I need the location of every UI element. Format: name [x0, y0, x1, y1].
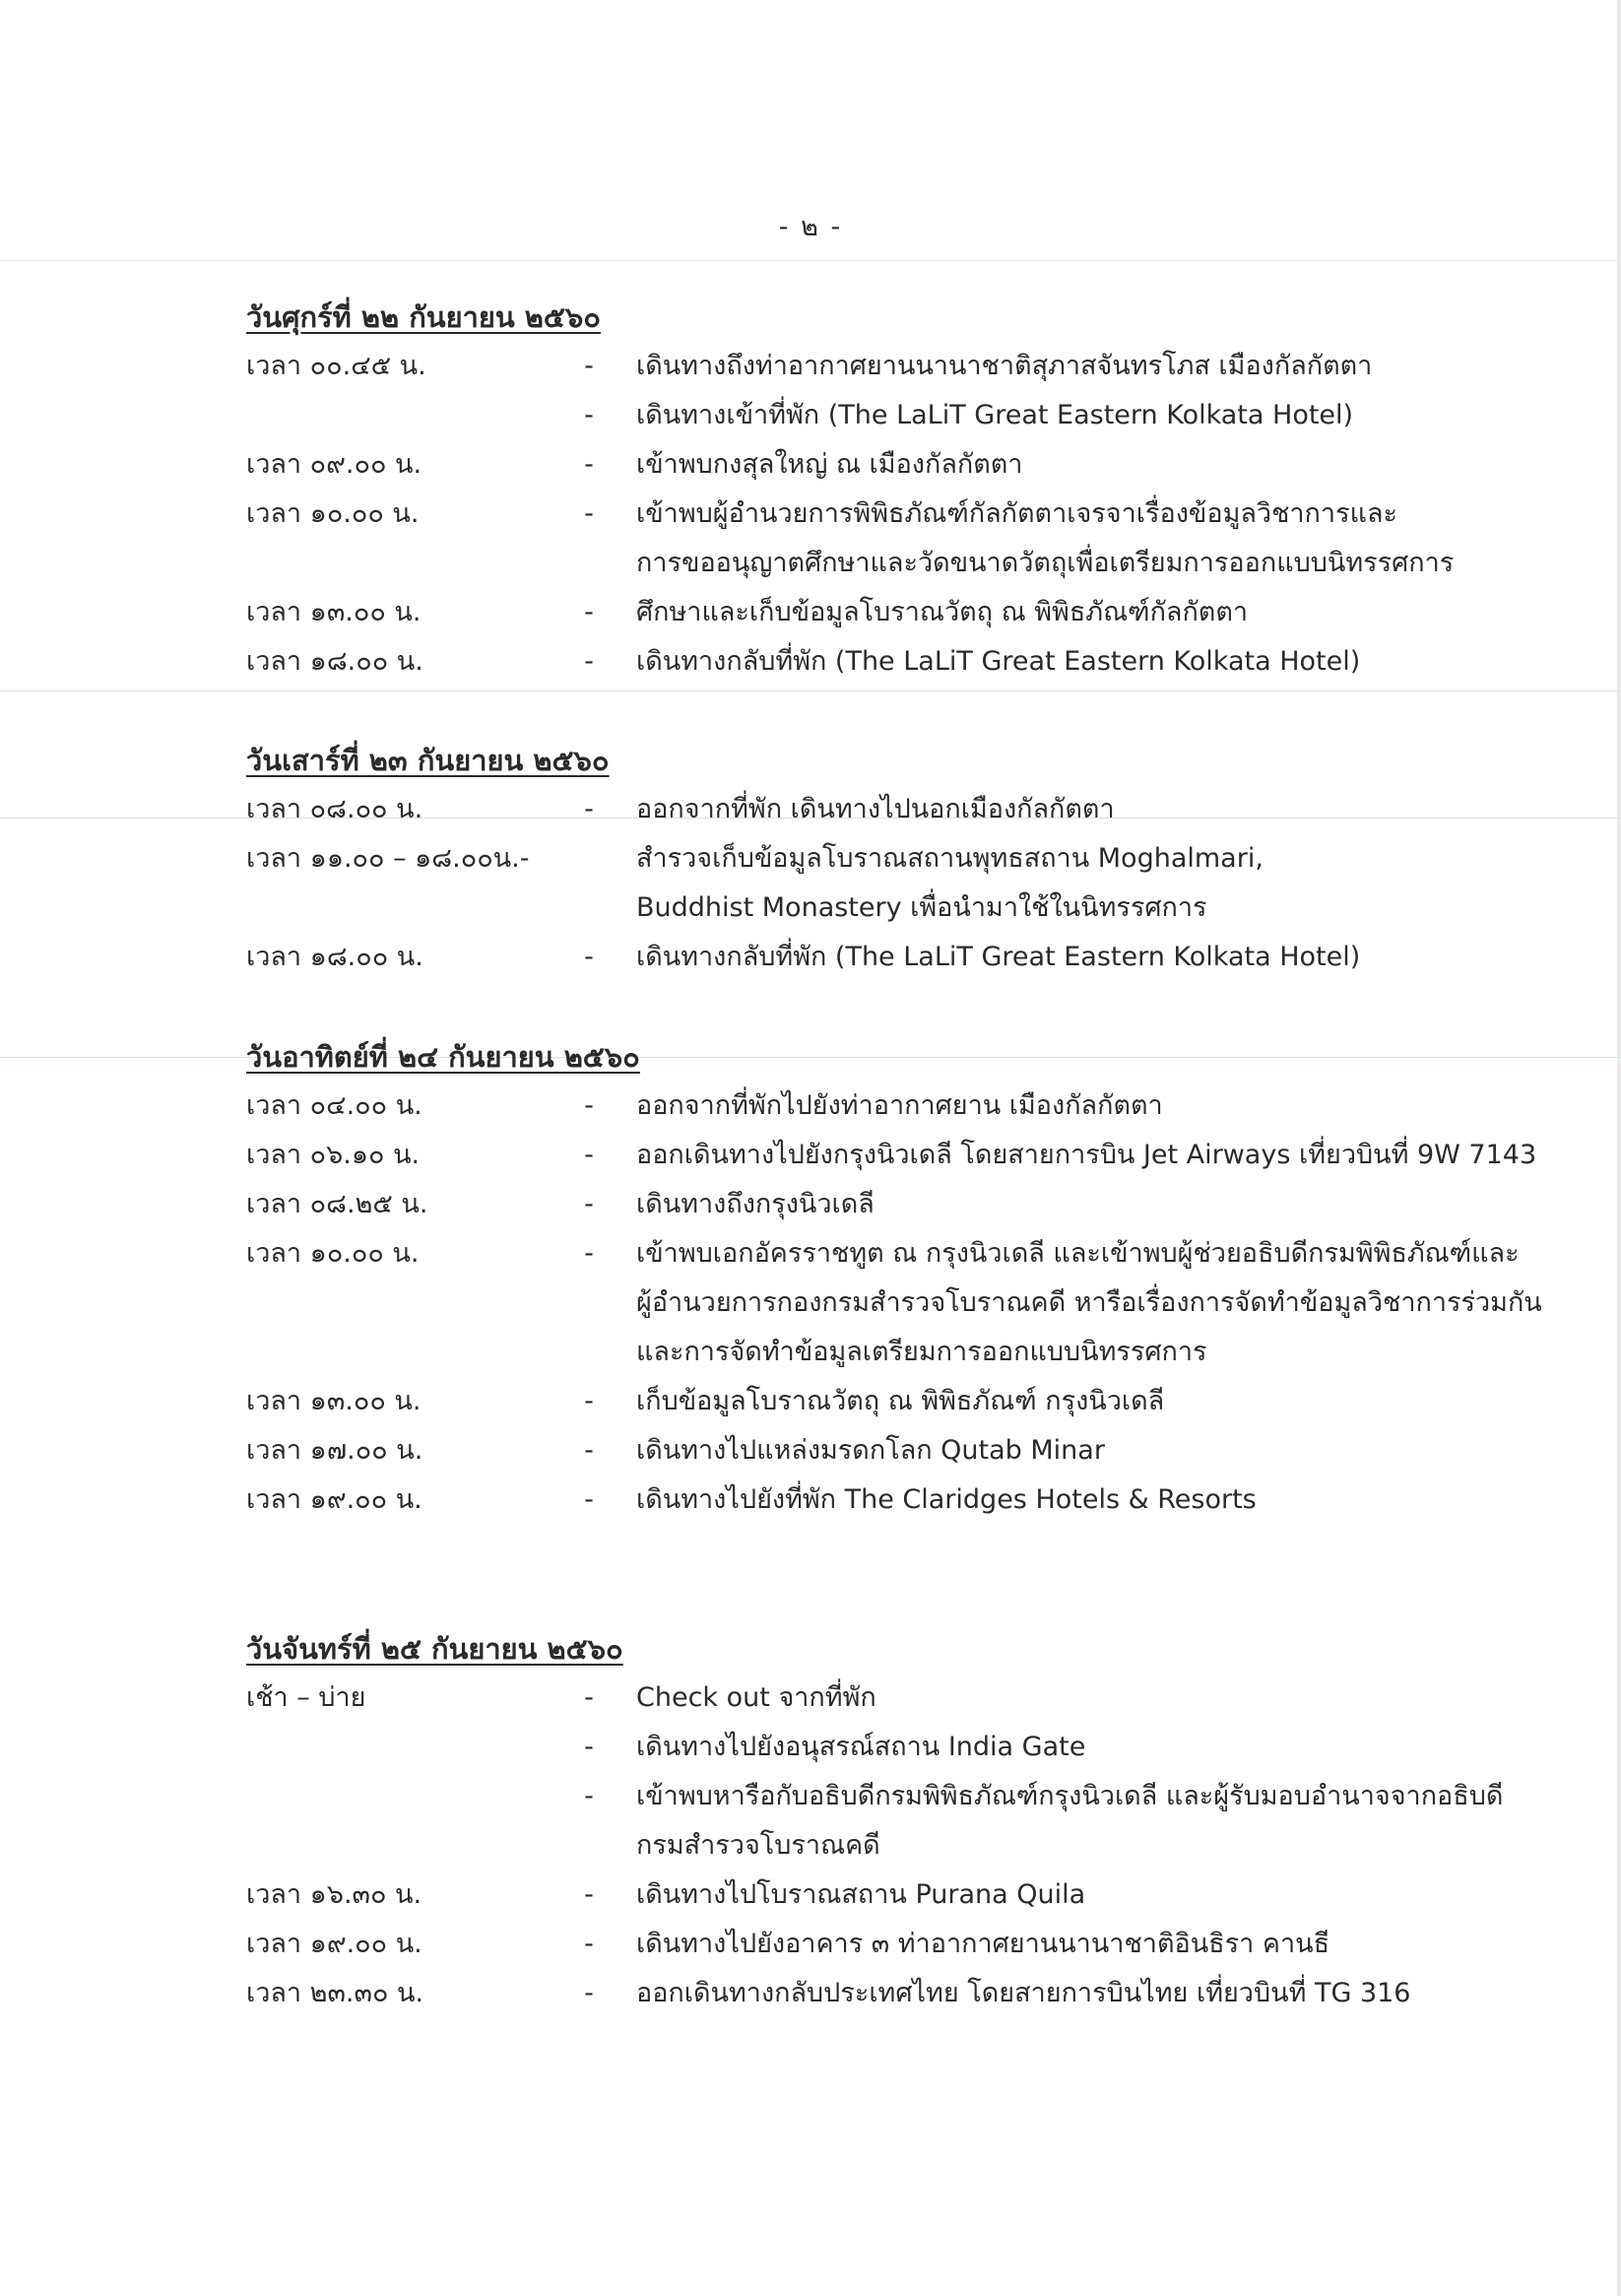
activity-line: เข้าพบเอกอัครราชทูต ณ กรุงนิวเดลี และเข้าพบผู้ช่วยอธิบดีกรมพิพิธภัณฑ์และ	[636, 1238, 1520, 1269]
schedule-dash: -	[584, 1140, 594, 1170]
schedule-activity	[636, 834, 1556, 933]
schedule-activity	[636, 1131, 1556, 1180]
schedule-dash: -	[584, 1090, 594, 1121]
schedule-dash: -	[584, 1978, 594, 2008]
schedule-activity	[636, 637, 1556, 687]
activity-line: การขออนุญาตศึกษาและวัดขนาดวัตถุเพื่อเตรียมการออกแบบนิทรรศการ	[636, 548, 1455, 578]
schedule-time: เวลา ๑๑.๐๐ – ๑๘.๐๐น.-	[246, 843, 530, 874]
schedule-rows	[246, 1673, 1556, 2018]
schedule-row	[246, 1920, 1556, 1969]
activity-line: เดินทางเข้าที่พัก (The LaLiT Great Eastern Kolkata Hotel)	[636, 400, 1354, 430]
schedule-row	[246, 1673, 1556, 1723]
schedule-dash: -	[584, 1189, 594, 1219]
schedule-time: เวลา ๐๖.๑๐ น.	[246, 1140, 421, 1170]
schedule-time: เวลา ๑๓.๐๐ น.	[246, 597, 421, 627]
schedule-dash: -	[584, 646, 594, 677]
schedule-dash: -	[584, 942, 594, 972]
activity-line: เข้าพบผู้อำนวยการพิพิธภัณฑ์กัลกัตตาเจรจาเรื่องข้อมูลวิชาการและ	[636, 498, 1398, 529]
schedule-activity	[636, 1180, 1556, 1229]
schedule-dash: -	[584, 400, 594, 430]
schedule-activity	[636, 785, 1556, 834]
activity-line: Buddhist Monastery เพื่อนำมาใช้ในนิทรรศการ	[636, 892, 1207, 923]
activity-line: เดินทางไปยังที่พัก The Claridges Hotels & Resorts	[636, 1484, 1257, 1515]
schedule-dash: -	[584, 1781, 594, 1811]
schedule-activity	[636, 933, 1556, 982]
activity-line: เดินทางกลับที่พัก (The LaLiT Great Eastern Kolkata Hotel)	[636, 646, 1361, 677]
schedule-dash: -	[584, 1386, 594, 1416]
schedule-time	[246, 391, 542, 440]
schedule-row	[246, 1229, 1556, 1377]
activity-line: เดินทางกลับที่พัก (The LaLiT Great Eastern Kolkata Hotel)	[636, 942, 1361, 972]
day-heading: วันเสาร์ที่ ๒๓ กันยายน ๒๕๖๐	[246, 744, 610, 777]
schedule-time: เวลา ๑๙.๐๐ น.	[246, 1484, 422, 1515]
day-section-saturday	[246, 736, 1556, 982]
schedule-time: เวลา ๑๐.๐๐ น.	[246, 498, 420, 529]
day-heading: วันศุกร์ที่ ๒๒ กันยายน ๒๕๖๐	[246, 300, 601, 334]
schedule-time: เวลา ๐๐.๔๕ น.	[246, 351, 426, 381]
schedule-dash: -	[584, 1435, 594, 1466]
page-edge	[1617, 0, 1621, 2296]
schedule-dash: -	[584, 1238, 594, 1269]
schedule-dash: -	[584, 597, 594, 627]
day-section-friday	[246, 293, 1556, 687]
schedule-activity	[636, 1969, 1556, 2018]
schedule-row	[246, 391, 1556, 440]
schedule-row	[246, 785, 1556, 834]
schedule-rows	[246, 785, 1556, 982]
schedule-time: เวลา ๒๓.๓๐ น.	[246, 1978, 424, 2008]
activity-line: เดินทางไปแหล่งมรดกโลก Qutab Minar	[636, 1435, 1105, 1466]
schedule-dash	[542, 834, 636, 933]
activity-line: เข้าพบกงสุลใหญ่ ณ เมืองกัลกัตตา	[636, 449, 1023, 480]
schedule-time: เช้า – บ่าย	[246, 1682, 366, 1713]
schedule-activity	[636, 1377, 1556, 1426]
schedule-time: เวลา ๐๘.๐๐ น.	[246, 794, 423, 824]
activity-line: กรมสำรวจโบราณคดี	[636, 1830, 880, 1861]
day-heading: วันอาทิตย์ที่ ๒๔ กันยายน ๒๕๖๐	[246, 1040, 640, 1074]
schedule-dash: -	[584, 449, 594, 480]
schedule-time: เวลา ๐๔.๐๐ น.	[246, 1090, 422, 1121]
activity-line: ออกเดินทางกลับประเทศไทย โดยสายการบินไทย เที่ยวบินที่ TG 316	[636, 1978, 1411, 2008]
schedule-row	[246, 342, 1556, 391]
schedule-row	[246, 490, 1556, 588]
schedule-activity	[636, 1673, 1556, 1723]
activity-line: ออกจากที่พัก เดินทางไปนอกเมืองกัลกัตตา	[636, 794, 1115, 824]
scan-line	[0, 690, 1621, 691]
schedule-time: เวลา ๐๙.๐๐ น.	[246, 449, 422, 480]
scan-line	[0, 260, 1621, 261]
activity-line: เดินทางถึงท่าอากาศยานนานาชาติสุภาสจันทรโภส เมืองกัลกัตตา	[636, 351, 1373, 381]
schedule-activity	[636, 490, 1556, 588]
schedule-activity	[636, 1920, 1556, 1969]
schedule-activity	[636, 1772, 1556, 1870]
schedule-activity	[636, 1476, 1556, 1525]
schedule-row	[246, 1082, 1556, 1131]
activity-line: เข้าพบหารือกับอธิบดีกรมพิพิธภัณฑ์กรุงนิวเดลี และผู้รับมอบอำนาจจากอธิบดี	[636, 1781, 1504, 1811]
schedule-time: เวลา ๑๐.๐๐ น.	[246, 1238, 420, 1269]
schedule-dash: -	[584, 498, 594, 529]
schedule-row	[246, 1426, 1556, 1476]
schedule-activity	[636, 1723, 1556, 1772]
schedule-dash: -	[584, 1484, 594, 1515]
activity-line: เก็บข้อมูลโบราณวัตถุ ณ พิพิธภัณฑ์ กรุงนิวเดลี	[636, 1386, 1165, 1416]
day-heading: วันจันทร์ที่ ๒๕ กันยายน ๒๕๖๐	[246, 1632, 623, 1666]
schedule-dash: -	[584, 1879, 594, 1910]
schedule-row	[246, 834, 1556, 933]
schedule-time: เวลา ๑๓.๐๐ น.	[246, 1386, 421, 1416]
activity-line: Check out จากที่พัก	[636, 1682, 876, 1713]
schedule-activity	[636, 1426, 1556, 1476]
day-section-sunday	[246, 1032, 1556, 1525]
schedule-dash: -	[584, 1732, 594, 1762]
schedule-dash: -	[584, 794, 594, 824]
activity-line: เดินทางไปโบราณสถาน Purana Quila	[636, 1879, 1086, 1910]
schedule-time: เวลา ๑๘.๐๐ น.	[246, 942, 423, 972]
schedule-time	[246, 1723, 542, 1772]
activity-line: และการจัดทำข้อมูลเตรียมการออกแบบนิทรรศการ	[636, 1337, 1207, 1367]
page-number: - ๒ -	[778, 212, 843, 242]
activity-line: เดินทางถึงกรุงนิวเดลี	[636, 1189, 875, 1219]
schedule-row	[246, 1377, 1556, 1426]
schedule-time: เวลา ๐๘.๒๕ น.	[246, 1189, 428, 1219]
schedule-rows	[246, 342, 1556, 687]
schedule-time	[246, 1772, 542, 1870]
schedule-rows	[246, 1082, 1556, 1525]
schedule-activity	[636, 1229, 1556, 1377]
schedule-row	[246, 1969, 1556, 2018]
activity-line: เดินทางไปยังอาคาร ๓ ท่าอากาศยานนานาชาติอินธิรา คานธี	[636, 1929, 1330, 1959]
schedule-row	[246, 637, 1556, 687]
schedule-row	[246, 1131, 1556, 1180]
activity-line: ผู้อำนวยการกองกรมสำรวจโบราณคดี หารือเรื่องการจัดทำข้อมูลวิชาการร่วมกัน	[636, 1287, 1542, 1318]
schedule-activity	[636, 440, 1556, 490]
schedule-row	[246, 1180, 1556, 1229]
schedule-time: เวลา ๑๘.๐๐ น.	[246, 646, 423, 677]
schedule-row	[246, 1772, 1556, 1870]
schedule-activity	[636, 588, 1556, 637]
activity-line: ออกจากที่พักไปยังท่าอากาศยาน เมืองกัลกัตตา	[636, 1090, 1163, 1121]
schedule-time: เวลา ๑๖.๓๐ น.	[246, 1879, 422, 1910]
schedule-activity	[636, 391, 1556, 440]
schedule-row	[246, 1476, 1556, 1525]
activity-line: ศึกษาและเก็บข้อมูลโบราณวัตถุ ณ พิพิธภัณฑ์กัลกัตตา	[636, 597, 1249, 627]
schedule-row	[246, 1723, 1556, 1772]
schedule-dash: -	[584, 1929, 594, 1959]
schedule-row	[246, 588, 1556, 637]
schedule-time: เวลา ๑๗.๐๐ น.	[246, 1435, 423, 1466]
schedule-row	[246, 440, 1556, 490]
schedule-activity	[636, 1870, 1556, 1920]
activity-line: ออกเดินทางไปยังกรุงนิวเดลี โดยสายการบิน Jet Airways เที่ยวบินที่ 9W 7143	[636, 1140, 1537, 1170]
schedule-dash: -	[584, 351, 594, 381]
schedule-activity	[636, 1082, 1556, 1131]
activity-line: สำรวจเก็บข้อมูลโบราณสถานพุทธสถาน Moghalmari,	[636, 843, 1264, 874]
schedule-row	[246, 1870, 1556, 1920]
schedule-activity	[636, 342, 1556, 391]
activity-line: เดินทางไปยังอนุสรณ์สถาน India Gate	[636, 1732, 1086, 1762]
schedule-time: เวลา ๑๙.๐๐ น.	[246, 1929, 422, 1959]
day-section-monday	[246, 1624, 1556, 2018]
schedule-dash: -	[584, 1682, 594, 1713]
schedule-row	[246, 933, 1556, 982]
